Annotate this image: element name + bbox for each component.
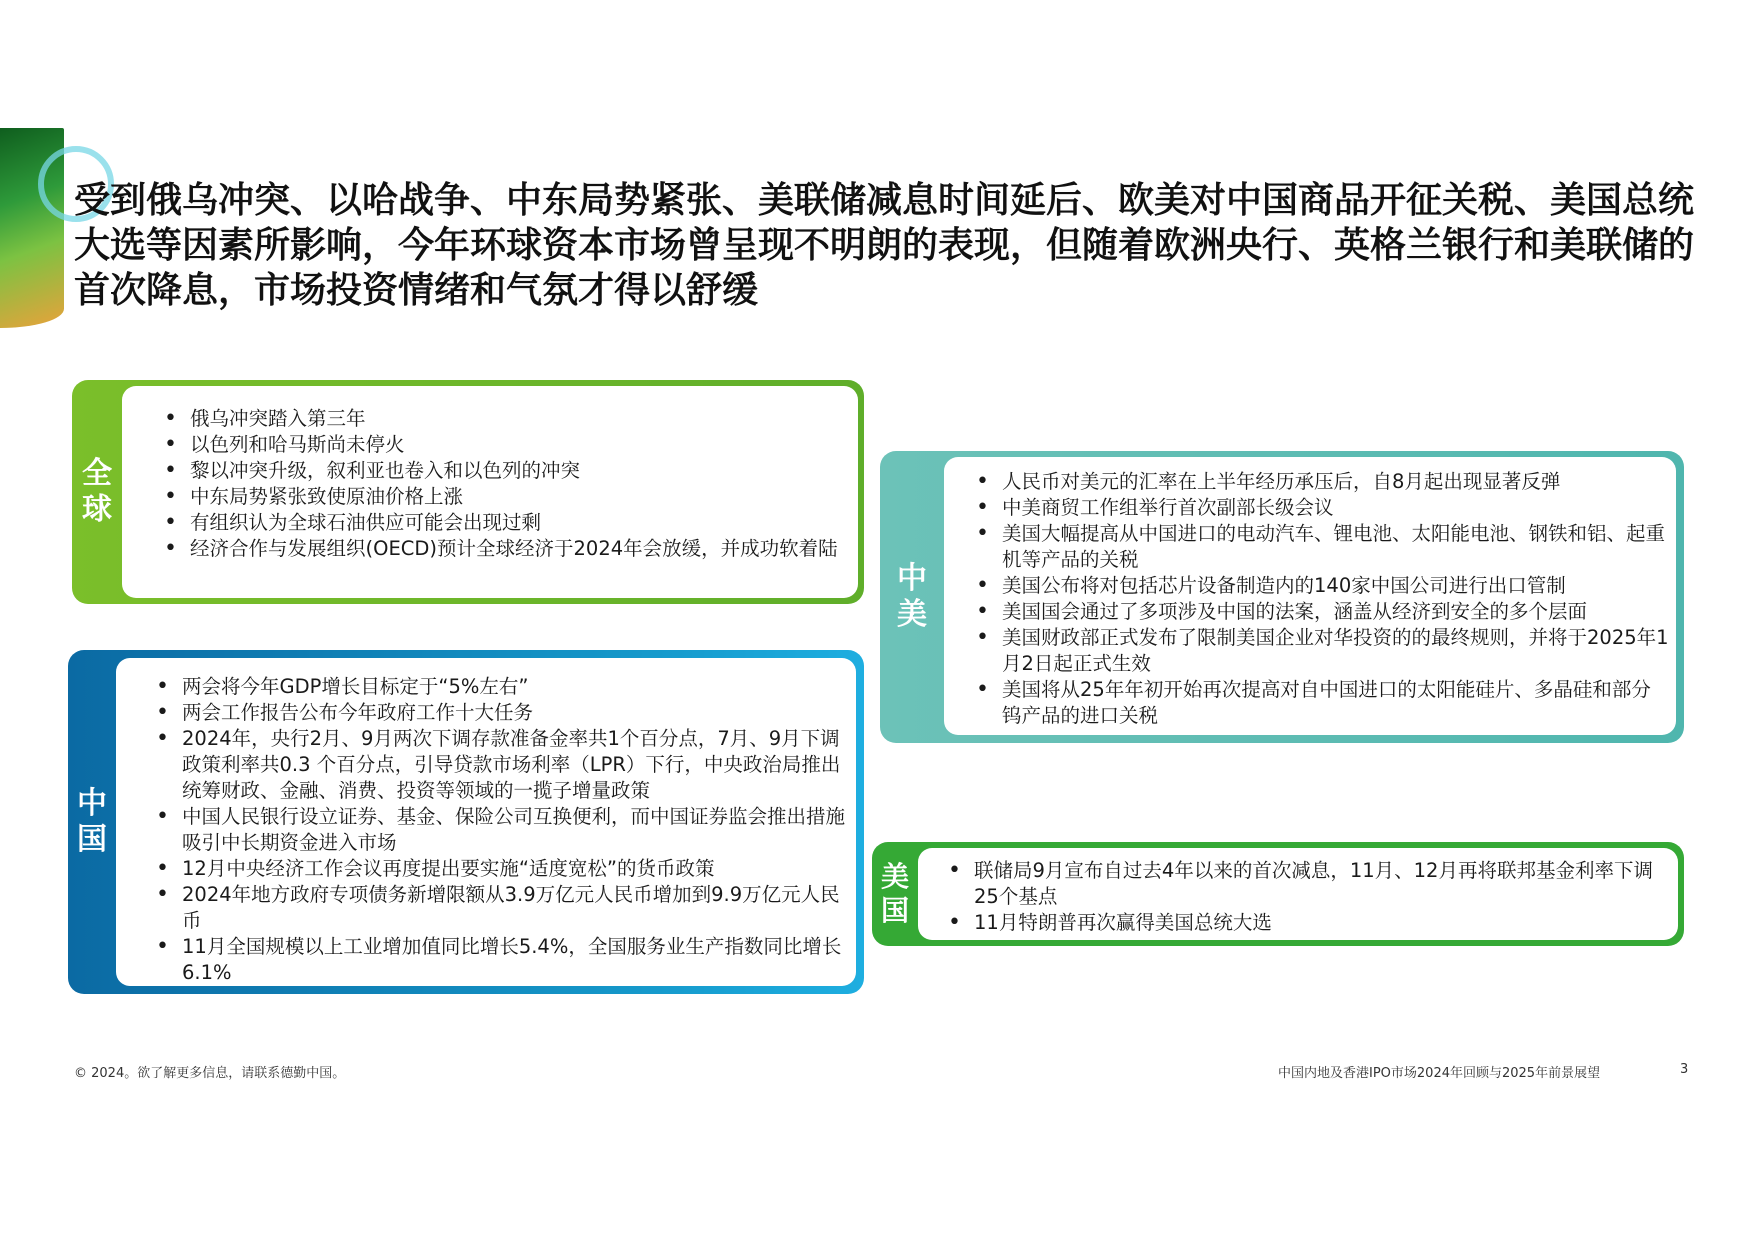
page-number: 3 bbox=[1680, 1062, 1689, 1077]
global-panel bbox=[72, 380, 864, 604]
list-item: • 美国大幅提高从中国进口的电动汽车、锂电池、太阳能电池、钢铁和铝、起重机等产品的关税 bbox=[966, 521, 1670, 573]
china-body bbox=[116, 658, 856, 986]
list-item: • 11月特朗普再次赢得美国总统大选 bbox=[938, 910, 1672, 936]
us-list bbox=[938, 858, 1672, 936]
list-item: • 美国国会通过了多项涉及中国的法案，涵盖从经济到安全的多个层面 bbox=[966, 599, 1670, 625]
list-item: • 两会工作报告公布今年政府工作十大任务 bbox=[146, 700, 850, 726]
list-item: • 中美商贸工作组举行首次副部长级会议 bbox=[966, 495, 1670, 521]
list-item: • 中东局势紧张致使原油价格上涨 bbox=[154, 484, 844, 510]
list-item: • 11月全国规模以上工业增加值同比增长5.4%，全国服务业生产指数同比增长6.1% bbox=[146, 934, 850, 986]
list-item: • 美国公布将对包括芯片设备制造内的140家中国公司进行出口管制 bbox=[966, 573, 1670, 599]
list-item: • 俄乌冲突踏入第三年 bbox=[154, 406, 844, 432]
list-item: • 联储局9月宣布自过去4年以来的首次减息，11月、12月再将联邦基金利率下调25个基点 bbox=[938, 858, 1672, 910]
sino-us-body bbox=[944, 457, 1676, 735]
list-item: • 2024年地方政府专项债务新增限额从3.9万亿元人民币增加到9.9万亿元人民币 bbox=[146, 882, 850, 934]
list-item: • 2024年，央行2月、9月两次下调存款准备金率共1个百分点，7月、9月下调政策利率共0.3 个百分点，引导贷款市场利率（LPR）下行，中央政治局推出统筹财政、金融、消费、投资等领域的一揽子增量政策 bbox=[146, 726, 850, 804]
global-label: 全 球 bbox=[82, 456, 112, 527]
page-title: 受到俄乌冲突、以哈战争、中东局势紧张、美联储减息时间延后、欧美对中国商品开征关税、美国总统大选等因素所影响，今年环球资本市场曾呈现不明朗的表现，但随着欧洲央行、英格兰银行和美联储的首次降息，市场投资情绪和气氛才得以舒缓 bbox=[74, 180, 1695, 311]
list-item: • 经济合作与发展组织(OECD)预计全球经济于2024年会放缓，并成功软着陆 bbox=[154, 536, 844, 562]
china-panel bbox=[68, 650, 864, 994]
list-item: • 以色列和哈马斯尚未停火 bbox=[154, 432, 844, 458]
list-item: • 黎以冲突升级，叙利亚也卷入和以色列的冲突 bbox=[154, 458, 844, 484]
global-list bbox=[154, 406, 844, 562]
footer-report-title: 中国内地及香港IPO市场2024年回顾与2025年前景展望 bbox=[1278, 1066, 1601, 1081]
list-item: • 人民币对美元的汇率在上半年经历承压后，自8月起出现显著反弹 bbox=[966, 469, 1670, 495]
list-item: • 两会将今年GDP增长目标定于“5%左右” bbox=[146, 674, 850, 700]
global-body bbox=[122, 386, 858, 598]
list-item: • 有组织认为全球石油供应可能会出现过剩 bbox=[154, 510, 844, 536]
sino-us-label: 中 美 bbox=[897, 561, 927, 632]
list-item: • 12月中央经济工作会议再度提出要实施“适度宽松”的货币政策 bbox=[146, 856, 850, 882]
china-label: 中 国 bbox=[77, 786, 107, 857]
us-label: 美 国 bbox=[880, 860, 909, 927]
list-item: • 美国将从25年年初开始再次提高对自中国进口的太阳能硅片、多晶硅和部分钨产品的进口关税 bbox=[966, 677, 1670, 729]
us-panel bbox=[872, 842, 1684, 946]
list-item: • 美国财政部正式发布了限制美国企业对华投资的的最终规则，并将于2025年1月2日起正式生效 bbox=[966, 625, 1670, 677]
china-list bbox=[146, 674, 850, 986]
list-item: • 中国人民银行设立证券、基金、保险公司互换便利，而中国证券监会推出措施吸引中长期资金进入市场 bbox=[146, 804, 850, 856]
sino-us-list bbox=[966, 469, 1670, 729]
us-body bbox=[918, 848, 1678, 940]
footer-copyright: © 2024。欲了解更多信息，请联系德勤中国。 bbox=[74, 1066, 346, 1081]
sino-us-panel bbox=[880, 451, 1684, 743]
